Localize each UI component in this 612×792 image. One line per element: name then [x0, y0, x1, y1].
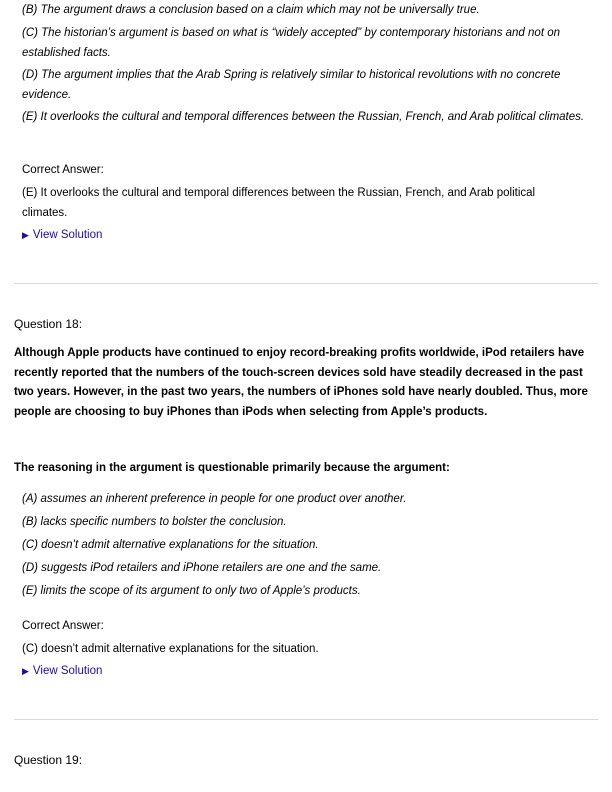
q18-correct-answer-label: Correct Answer:: [22, 620, 104, 632]
divider: [14, 719, 598, 720]
q18-view-solution-label: View Solution: [32, 665, 103, 677]
play-triangle-icon: ▶: [22, 666, 29, 676]
q17-option-b: (B) The argument draws a conclusion based on a claim which may not be universally true.: [22, 4, 480, 16]
q17-option-c: (C) The historian’s argument is based on what is “widely accepted” by contemporary historians and not on established facts.: [22, 27, 561, 59]
divider: [14, 283, 598, 284]
q18-correct-answer: (C) doesn’t admit alternative explanations for the situation.: [22, 643, 319, 655]
q18-option-b: (B) lacks specific numbers to bolster the conclusion.: [22, 516, 287, 528]
q17-option-d: (D) The argument implies that the Arab Spring is relatively similar to historical revolutions with no concrete evidence.: [22, 69, 561, 101]
q18-option-a: (A) assumes an inherent preference in people for one product over another.: [22, 493, 407, 505]
q18-passage: Although Apple products have continued to enjoy record-breaking profits worldwide, iPod retailers have recently reported that the numbers of the touch-screen devices sold have steadily decreased in the past two years. However, in the past two years, the numbers of iPhones sold have nearly doubled. Thus, more people are choosing to buy iPhones than iPods when selecting from Apple’s products.: [14, 347, 588, 418]
q18-view-solution-link[interactable]: [22, 662, 102, 682]
q17-view-solution-label: View Solution: [32, 229, 103, 241]
q18-option-d: (D) suggests iPod retailers and iPhone retailers are one and the same.: [22, 562, 382, 574]
q19-title: Question 19:: [14, 753, 83, 767]
q17-correct-answer-label: Correct Answer:: [22, 164, 104, 176]
q18-option-e: (E) limits the scope of its argument to only two of Apple’s products.: [22, 585, 361, 597]
play-triangle-icon: ▶: [22, 230, 29, 240]
q18-title: Question 18:: [14, 317, 83, 331]
q17-view-solution-link[interactable]: [22, 226, 102, 246]
q17-option-e: (E) It overlooks the cultural and temporal differences between the Russian, French, and Arab political climates.: [22, 111, 585, 123]
q18-question-stem: The reasoning in the argument is questionable primarily because the argument:: [14, 462, 450, 474]
q17-correct-answer: (E) It overlooks the cultural and temporal differences between the Russian, French, and Arab political climates.: [22, 187, 536, 219]
q18-option-c: (C) doesn’t admit alternative explanations for the situation.: [22, 539, 319, 551]
